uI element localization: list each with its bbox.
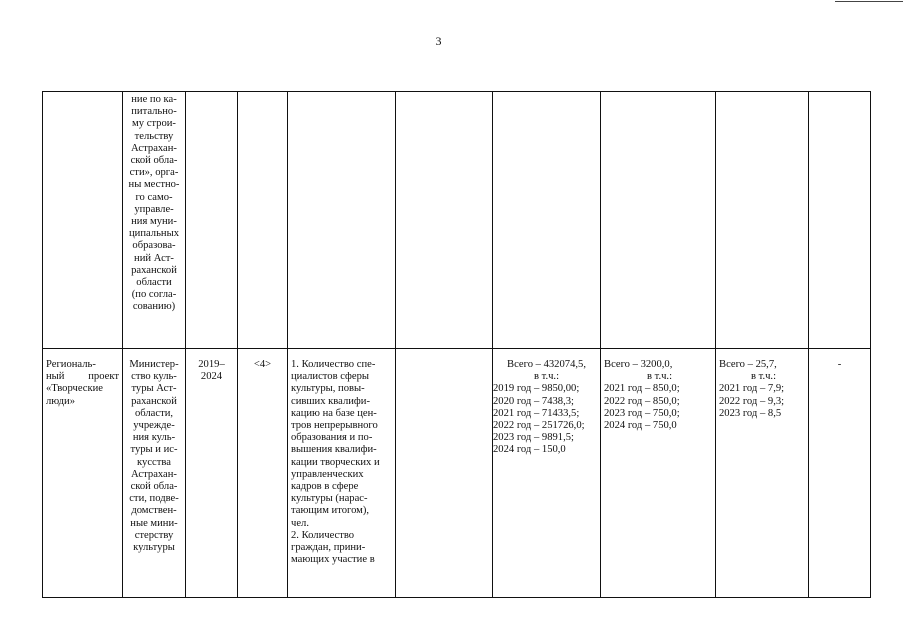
text-line: го само-: [135, 191, 173, 203]
text-line: сти, подве-: [129, 493, 179, 505]
text-line: кадров в сфере: [291, 481, 359, 493]
funding-regional-header: Всего – 3200,0,: [604, 359, 673, 370]
empty-cell: [396, 349, 493, 598]
text-line: граждан, прини-: [291, 542, 366, 554]
funding-other-years: [719, 383, 808, 420]
text-line: ской обла-: [130, 481, 178, 493]
project-cell: [43, 92, 123, 349]
text-line: 2020 год – 7438,3;: [493, 395, 574, 407]
funding-total-header: Всего – 432074,5,: [507, 359, 586, 370]
indicator-text: [291, 359, 392, 566]
text-line: ство куль-: [131, 371, 177, 383]
funding-total-incl: в т.ч.:: [533, 371, 560, 383]
funding-total-cell: [493, 92, 601, 349]
responsible-cell: [123, 349, 186, 598]
text-line: кусства: [137, 456, 171, 468]
text-line: кацию на базе цен-: [291, 407, 377, 419]
text-line: 2021 год – 7,9;: [719, 383, 785, 395]
text-line: раханской: [131, 395, 177, 407]
text-line: 2021 год – 71433,5;: [493, 407, 580, 419]
text-line: 2019 год – 9850,00;: [493, 383, 580, 395]
text-line: 2024: [200, 371, 223, 383]
text-line: ской обла-: [130, 155, 178, 167]
page-number: 3: [435, 34, 442, 48]
text-line: циалистов сферы: [291, 371, 370, 383]
funding-total-years: [493, 383, 600, 456]
text-line: кации творческих и: [291, 456, 380, 468]
text-line: чел.: [291, 517, 309, 529]
funding-total-text: [493, 359, 600, 457]
text-line: ние по ка-: [131, 94, 177, 105]
funding-other-text: [719, 359, 808, 420]
text-line: туры Аст-: [131, 383, 177, 395]
funding-regional-incl: в т.ч.:: [646, 371, 673, 383]
text-line: 2019–: [198, 359, 225, 370]
last-cell-text: -: [837, 359, 842, 370]
text-line: сти», орга-: [129, 167, 179, 179]
text-line: области,: [134, 407, 174, 419]
text-line: Астрахан-: [131, 142, 177, 154]
period-cell: [186, 349, 238, 598]
text-line: 2022 год – 9,3;: [719, 395, 785, 407]
code-cell: [238, 349, 288, 598]
text-line: Астрахан-: [131, 468, 177, 480]
text-line: туры и ис-: [130, 444, 178, 456]
indicator-cell: [288, 92, 396, 349]
funding-other-cell: [716, 92, 809, 349]
project-name: [46, 359, 119, 408]
funding-regional-cell: [601, 349, 716, 598]
funding-total-cell: [493, 349, 601, 598]
funding-regional-years: [604, 383, 715, 432]
text-line: ный проект: [46, 371, 119, 383]
period-text: [189, 359, 234, 383]
text-line: культуры (нарас-: [291, 493, 368, 505]
text-line: 2023 год – 9891,5;: [493, 432, 574, 444]
text-line: вышения квалифи-: [291, 444, 377, 456]
empty-cell: [396, 92, 493, 349]
text-line: 2023 год – 750,0;: [604, 407, 680, 419]
funding-other-incl: в т.ч.:: [750, 371, 777, 383]
text-line: 2024 год – 150,0: [493, 444, 566, 456]
text-line: культуры, повы-: [291, 383, 365, 395]
text-line: ципальных: [128, 228, 179, 240]
text-line: ны местно-: [128, 179, 180, 191]
code-cell: [238, 92, 288, 349]
text-line: 2024 год – 750,0: [604, 420, 677, 432]
period-cell: [186, 92, 238, 349]
funding-other-cell: [716, 349, 809, 598]
text-line: 1. Количество спе-: [291, 359, 376, 370]
table-row: [43, 92, 871, 349]
last-cell: [809, 349, 871, 598]
text-line: раханской: [131, 264, 177, 276]
text-line: 2023 год – 8,5: [719, 407, 782, 419]
text-line: питально-: [131, 106, 177, 118]
text-line: тров непрерывного: [291, 420, 378, 432]
text-line: культуры: [133, 542, 175, 554]
last-cell: [809, 92, 871, 349]
text-line: домствен-: [131, 505, 177, 517]
text-line: области: [136, 277, 172, 289]
top-edge-rule: [835, 1, 903, 2]
text-line: сивших квалифи-: [291, 395, 370, 407]
text-line: 2. Количество: [291, 529, 355, 541]
text-line: управленческих: [291, 468, 364, 480]
funding-regional-text: [604, 359, 715, 432]
text-line: ные мини-: [130, 517, 178, 529]
text-line: мающих участие в: [291, 554, 375, 566]
text-line: образования и по-: [291, 432, 373, 444]
text-line: му строи-: [132, 118, 176, 130]
funding-regional-cell: [601, 92, 716, 349]
text-line: 2022 год – 850,0;: [604, 395, 680, 407]
text-line: сованию): [132, 301, 176, 313]
responsible-cell: [123, 92, 186, 349]
text-line: учрежде-: [133, 420, 175, 432]
text-line: ний Аст-: [134, 252, 174, 264]
text-line: ния муни-: [131, 216, 177, 228]
text-line: стерству: [134, 529, 174, 541]
text-line: «Творческие: [46, 383, 104, 395]
text-line: (по согла-: [131, 289, 177, 301]
text-line: тельству: [134, 130, 174, 142]
text-line: 2022 год – 251726,0;: [493, 420, 585, 432]
funding-other-header: Всего – 25,7,: [719, 359, 777, 370]
program-table: [42, 91, 871, 598]
responsible-text: [126, 359, 182, 554]
text-line: Министер-: [129, 359, 179, 370]
text-line: люди»: [46, 395, 76, 407]
text-line: тающим итогом),: [291, 505, 370, 517]
table-row: [43, 349, 871, 598]
code-text: <4>: [253, 359, 272, 370]
text-line: образова-: [132, 240, 176, 252]
text-line: управле-: [134, 203, 174, 215]
project-cell: [43, 349, 123, 598]
text-line: 2021 год – 850,0;: [604, 383, 680, 395]
indicator-cell: [288, 349, 396, 598]
responsible-text: [126, 94, 182, 314]
text-line: ния куль-: [132, 432, 176, 444]
text-line: Региональ-: [46, 359, 96, 370]
